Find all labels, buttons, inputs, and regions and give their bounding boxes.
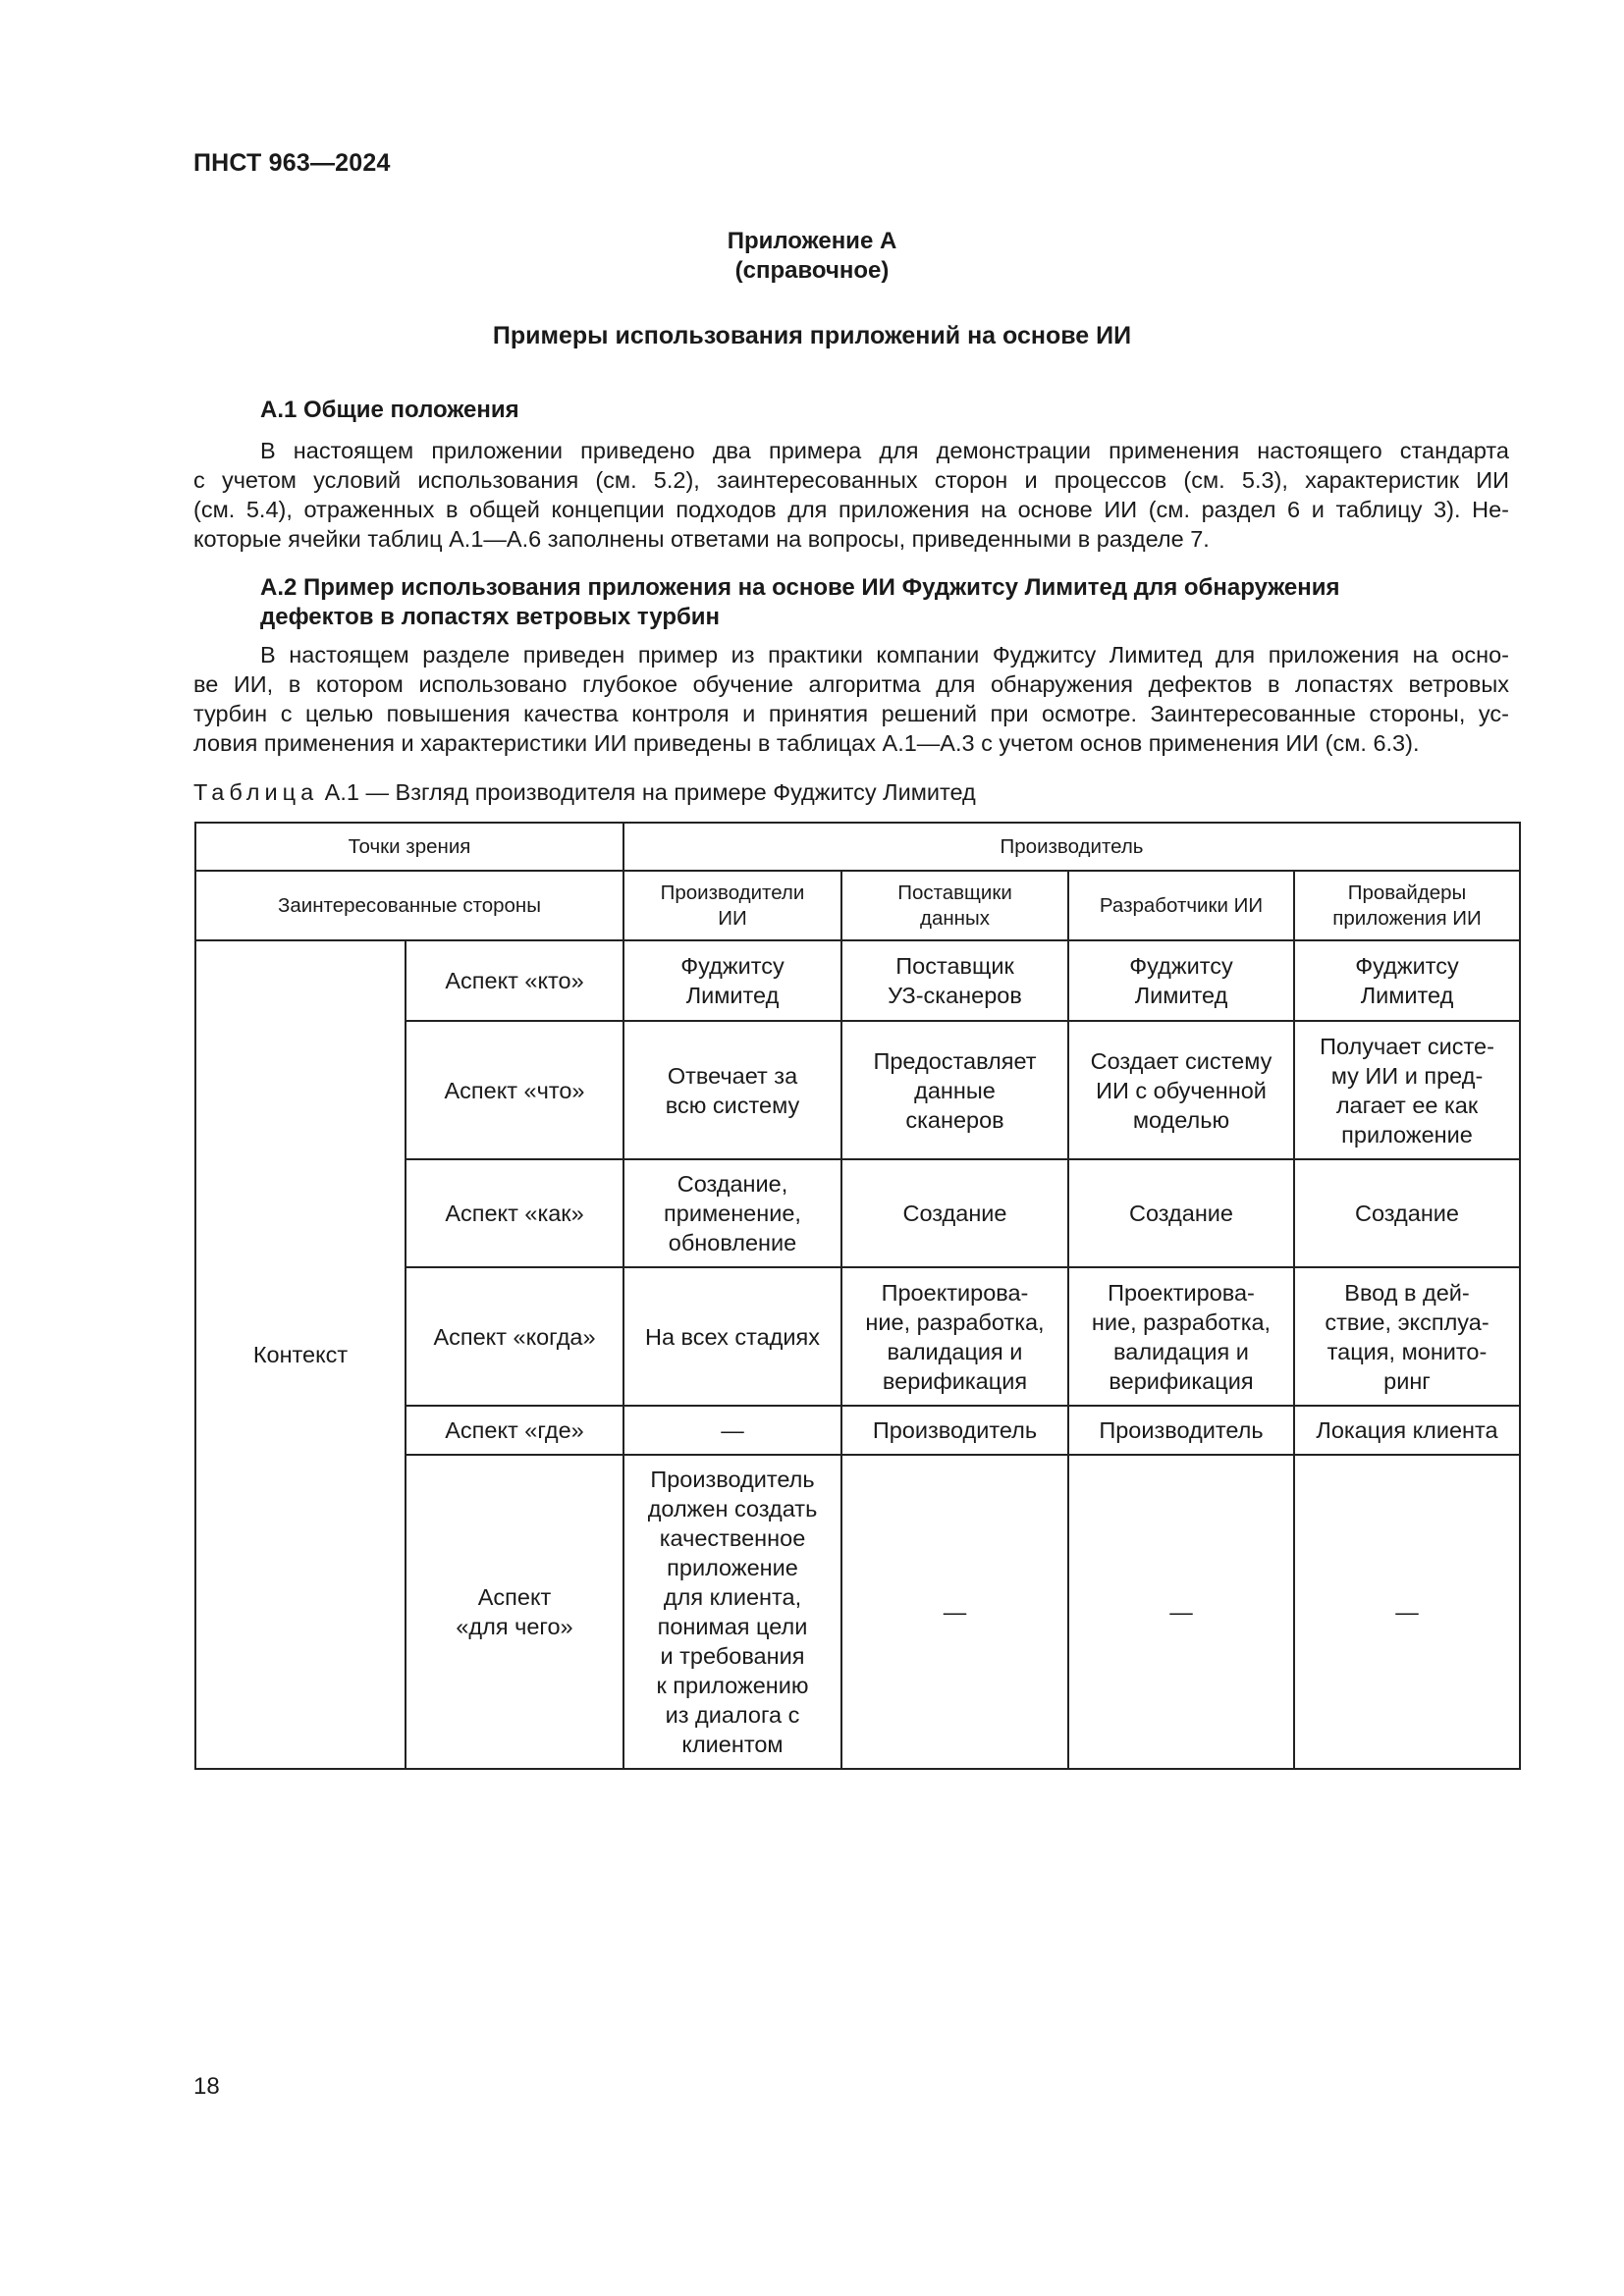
cell-line: Лимитед bbox=[685, 983, 780, 1008]
paragraph-line: ловия применения и характеристики ИИ приведены в таблицах А.1—А.3 с учетом основ применения ИИ (см. 6.3). bbox=[193, 730, 1420, 756]
paragraph-line: турбин с целью повышения качества контроля и принятия решений при осмотре. Заинтересованные стороны, ус- bbox=[193, 701, 1509, 726]
cell-line: сканеров bbox=[905, 1106, 1004, 1133]
paragraph-line: с учетом условий использования (см. 5.2), заинтересованных сторон и процессов (см. 5.3), характеристик ИИ bbox=[193, 467, 1509, 493]
cell-line: применение, bbox=[664, 1201, 801, 1226]
cell-line: для клиента, bbox=[663, 1584, 802, 1610]
cell-line: Создание bbox=[1129, 1201, 1233, 1226]
table-header-row bbox=[195, 823, 1520, 871]
table-cell bbox=[623, 1267, 841, 1406]
cell-line: Создает систему bbox=[1090, 1047, 1272, 1074]
cell-line: Лимитед bbox=[1360, 983, 1454, 1008]
table-cell bbox=[1294, 1406, 1520, 1455]
section-a2-paragraph bbox=[193, 640, 1509, 758]
cell-line: Фуджитсу bbox=[680, 953, 785, 979]
paragraph-line: (см. 5.4), отраженных в общей концепции подходов для приложения на основе ИИ (см. раздел 6 и таблицу 3). Не- bbox=[193, 497, 1509, 522]
table-caption-text: А.1 — Взгляд производителя на примере Фуджитсу Лимитед bbox=[318, 779, 976, 805]
cell-line: данные bbox=[914, 1077, 996, 1103]
cell-line: Аспект «когда» bbox=[433, 1323, 596, 1350]
annex-title: Приложение А bbox=[727, 228, 897, 254]
cell-line: Создание bbox=[1355, 1201, 1459, 1226]
table-cell bbox=[841, 1406, 1068, 1455]
table-cell bbox=[841, 1021, 1068, 1159]
cell-line: Аспект «где» bbox=[445, 1417, 584, 1443]
cell-line: клиентом bbox=[681, 1732, 784, 1757]
cell-line: УЗ-сканеров bbox=[888, 983, 1022, 1008]
cell-line: к приложению bbox=[656, 1673, 809, 1698]
cell-line: Производители bbox=[660, 881, 805, 904]
cell-line: Поставщики bbox=[897, 881, 1012, 904]
annex-heading: Примеры использования приложений на основе ИИ bbox=[492, 322, 1132, 349]
cell-line: Производитель bbox=[872, 1417, 1038, 1443]
aspect-cell bbox=[406, 1267, 623, 1406]
column-header bbox=[1068, 871, 1294, 940]
cell-line: Аспект «как» bbox=[445, 1201, 584, 1226]
section-a2-heading bbox=[260, 573, 1340, 632]
aspect-cell bbox=[406, 940, 623, 1021]
cell-line: из диалога с bbox=[665, 1702, 800, 1728]
table-cell bbox=[623, 1159, 841, 1267]
table-cell bbox=[1068, 1406, 1294, 1455]
column-header bbox=[1294, 871, 1520, 940]
cell-line: Ввод в дей- bbox=[1344, 1279, 1470, 1306]
table-cell bbox=[841, 1455, 1068, 1769]
table-cell bbox=[1294, 1267, 1520, 1406]
table-caption-label: Таблица bbox=[193, 779, 319, 805]
cell-line: ние, разработка, bbox=[1091, 1308, 1272, 1335]
cell-line: и требования bbox=[660, 1643, 805, 1669]
table-cell bbox=[623, 940, 841, 1021]
table-cell bbox=[623, 1455, 841, 1769]
stakeholder-header-row bbox=[195, 871, 1520, 940]
cell-line: На всех стадиях bbox=[644, 1323, 820, 1350]
cell-line: Лимитед bbox=[1134, 983, 1228, 1008]
cell-line: Фуджитсу bbox=[1355, 953, 1459, 979]
cell-line: лагает ее как bbox=[1335, 1092, 1479, 1118]
cell-line: приложение bbox=[667, 1555, 798, 1580]
cell-line: валидация и bbox=[1113, 1338, 1249, 1364]
cell-line: моделью bbox=[1132, 1106, 1230, 1133]
cell-line: Производитель bbox=[650, 1467, 815, 1492]
cell-line: ние, разработка, bbox=[865, 1308, 1045, 1335]
paragraph-line: ве ИИ, в котором использовано глубокое обучение алгоритма для обнаружения дефектов в лопастях ветровых bbox=[193, 671, 1509, 697]
cell-line: всю систему bbox=[665, 1092, 800, 1118]
table-cell bbox=[841, 1267, 1068, 1406]
cell-line: му ИИ и пред- bbox=[1330, 1062, 1484, 1089]
cell-line: ИИ с обученной bbox=[1096, 1077, 1267, 1103]
cell-line: Фуджитсу bbox=[1129, 953, 1233, 979]
cell-line: приложения ИИ bbox=[1332, 906, 1482, 930]
table-cell bbox=[1068, 1267, 1294, 1406]
table-cell bbox=[623, 1021, 841, 1159]
cell-line: «для чего» bbox=[456, 1614, 573, 1639]
table-cell bbox=[1068, 940, 1294, 1021]
cell-line: данных bbox=[920, 906, 990, 930]
cell-line: Создание, bbox=[677, 1171, 788, 1197]
table-cell bbox=[1068, 1159, 1294, 1267]
cell-line: Создание bbox=[902, 1201, 1007, 1226]
table-cell bbox=[623, 1406, 841, 1455]
cell-line: Аспект bbox=[477, 1584, 552, 1610]
table-a1 bbox=[194, 822, 1521, 1770]
cell-line: обновление bbox=[668, 1230, 797, 1255]
table-caption bbox=[193, 779, 976, 806]
producer-header: Производитель bbox=[623, 823, 1520, 871]
cell-line: верификация bbox=[1109, 1367, 1254, 1394]
cell-line: понимая цели bbox=[657, 1614, 808, 1639]
cell-line: Аспект «кто» bbox=[445, 968, 584, 993]
cell-line: Провайдеры bbox=[1347, 881, 1467, 904]
section-a1-heading: А.1 Общие положения bbox=[260, 397, 519, 423]
section-a2-heading-line: дефектов в лопастях ветровых турбин bbox=[260, 604, 721, 630]
aspect-cell bbox=[406, 1021, 623, 1159]
cell-line: ствие, эксплуа- bbox=[1325, 1308, 1489, 1335]
section-a1-paragraph bbox=[193, 436, 1509, 554]
cell-line: Производитель bbox=[1099, 1417, 1264, 1443]
paragraph-line: которые ячейки таблиц А.1—А.6 заполнены ответами на вопросы, приведенными в разделе 7. bbox=[193, 526, 1210, 552]
cell-line: верификация bbox=[882, 1367, 1028, 1394]
aspect-cell bbox=[406, 1455, 623, 1769]
cell-line: — bbox=[721, 1417, 744, 1443]
column-header bbox=[841, 871, 1068, 940]
cell-line: валидация и bbox=[887, 1338, 1023, 1364]
table-row bbox=[195, 940, 1520, 1021]
context-cell: Контекст bbox=[195, 940, 406, 1769]
table-cell bbox=[1294, 940, 1520, 1021]
page-number: 18 bbox=[193, 2073, 220, 2100]
paragraph-line: В настоящем приложении приведено два примера для демонстрации применения настоящего стандарта bbox=[260, 438, 1509, 463]
table-cell bbox=[1294, 1455, 1520, 1769]
cell-line: тация, монито- bbox=[1326, 1338, 1488, 1364]
cell-line: приложение bbox=[1341, 1121, 1473, 1148]
cell-line: ИИ bbox=[718, 906, 747, 930]
table-cell bbox=[1294, 1159, 1520, 1267]
cell-line: — bbox=[943, 1599, 967, 1625]
cell-line: — bbox=[1169, 1599, 1193, 1625]
table-cell bbox=[841, 940, 1068, 1021]
cell-line: качественное bbox=[659, 1525, 806, 1551]
cell-line: Разработчики ИИ bbox=[1099, 893, 1264, 917]
cell-line: ринг bbox=[1383, 1367, 1431, 1394]
cell-line: Получает систе- bbox=[1320, 1033, 1494, 1059]
section-a2-heading-line: А.2 Пример использования приложения на основе ИИ Фуджитсу Лимитед для обнаружения bbox=[260, 574, 1340, 601]
stakeholders-header: Заинтересованные стороны bbox=[195, 871, 623, 940]
document-code: ПНСТ 963—2024 bbox=[193, 149, 391, 177]
aspect-cell bbox=[406, 1159, 623, 1267]
table-cell bbox=[1294, 1021, 1520, 1159]
aspect-cell bbox=[406, 1406, 623, 1455]
cell-line: должен создать bbox=[647, 1496, 818, 1522]
column-header bbox=[623, 871, 841, 940]
cell-line: Проектирова- bbox=[1108, 1279, 1255, 1306]
cell-line: — bbox=[1395, 1599, 1419, 1625]
table-cell bbox=[841, 1159, 1068, 1267]
table-cell bbox=[1068, 1021, 1294, 1159]
cell-line: Поставщик bbox=[895, 953, 1014, 979]
cell-line: Локация клиента bbox=[1316, 1417, 1498, 1443]
cell-line: Отвечает за bbox=[667, 1062, 798, 1089]
cell-line: Проектирова- bbox=[881, 1279, 1029, 1306]
annex-subtitle: (справочное) bbox=[734, 257, 890, 284]
table-cell bbox=[1068, 1455, 1294, 1769]
viewpoints-header: Точки зрения bbox=[195, 823, 623, 871]
cell-line: Аспект «что» bbox=[444, 1077, 585, 1103]
cell-line: Предоставляет bbox=[873, 1047, 1037, 1074]
paragraph-line: В настоящем разделе приведен пример из практики компании Фуджитсу Лимитед для приложения на осно- bbox=[260, 642, 1509, 667]
